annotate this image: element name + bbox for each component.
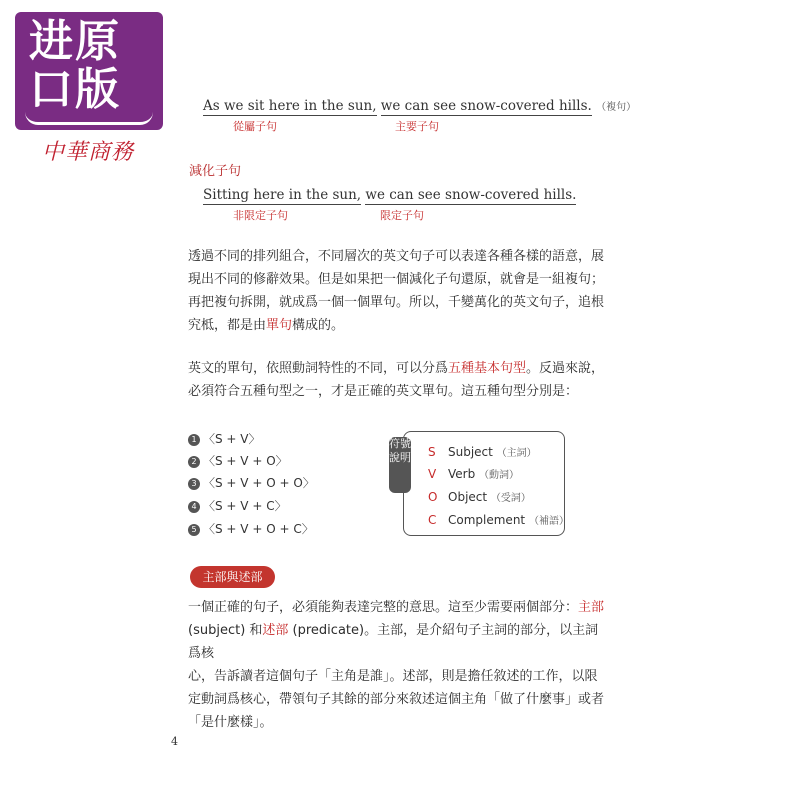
- pattern-item-3: 3 〈S + V + O + O〉: [188, 474, 315, 491]
- paragraph-3-line: 心，告訴讀者這個句子「主角是誰」。述部，則是擔任敘述的工作，以限: [188, 669, 598, 684]
- badge-line-1: 进原: [29, 16, 121, 67]
- paragraph-1: [188, 245, 608, 337]
- example-2-label-1: 非限定子句: [233, 209, 288, 222]
- page-number: 4: [171, 735, 178, 748]
- section-heading-reduced-clause: 減化子句: [189, 164, 242, 179]
- highlight-simple-sentence: 單句: [266, 318, 293, 333]
- number-circle-icon: 4: [188, 501, 200, 513]
- paragraph-3-line: 一個正確的句子，必須能夠表達完整的意思。這至少需要兩個部分：主部: [188, 600, 605, 615]
- paragraph-3-line: (subject) 和述部 (predicate)。主部，是介紹句子主詞的部分，以主詞爲核: [188, 623, 599, 661]
- highlight-five-patterns: 五種基本句型: [448, 361, 527, 376]
- section-heading-subject-predicate: 主部與述部: [190, 566, 275, 588]
- number-circle-icon: 3: [188, 478, 200, 490]
- number-circle-icon: 1: [188, 434, 200, 446]
- badge-line-2: 口版: [29, 64, 121, 115]
- example-2-sentence: [203, 187, 576, 203]
- highlight-subject: 主部: [578, 600, 605, 615]
- example-1-clause-1: As we sit here in the sun,: [203, 98, 377, 114]
- paragraph-3-line: 「是什麼樣」。: [188, 715, 273, 730]
- example-1-label-1: 從屬子句: [233, 120, 277, 133]
- paragraph-1-line: 究柢，都是由單句構成的。: [188, 318, 345, 333]
- paragraph-3: [188, 596, 608, 734]
- pattern-item-5: 5 〈S + V + O + C〉: [188, 520, 314, 537]
- publisher-logo: 中華商務: [42, 140, 135, 165]
- legend-row-verb: V Verb （動詞）: [428, 467, 520, 481]
- paragraph-2-line: 必須符合五種句型之一，才是正確的英文單句。這五種句型分別是：: [188, 384, 579, 399]
- pattern-item-2: 2 〈S + V + O〉: [188, 452, 288, 469]
- highlight-predicate: 述部: [262, 623, 289, 638]
- original-import-badge: [15, 12, 163, 130]
- paragraph-1-line: 再把複句拆開，就成爲一個一個單句。所以，千變萬化的英文句子，追根: [188, 295, 605, 310]
- example-2-clause-1: Sitting here in the sun,: [203, 187, 362, 203]
- example-1-clause-2: we can see snow-covered hills.: [380, 98, 592, 114]
- example-2-clause-2: we can see snow-covered hills.: [365, 187, 577, 203]
- number-circle-icon: 2: [188, 456, 200, 468]
- paragraph-3-line: 定動詞爲核心，帶領句子其餘的部分來敘述這個主角「做了什麼事」或者: [188, 692, 605, 707]
- paragraph-1-line: 透過不同的排列組合，不同層次的英文句子可以表達各種各樣的語意，展: [188, 249, 605, 264]
- number-circle-icon: 5: [188, 524, 200, 536]
- pattern-item-1: 1 〈S + V〉: [188, 430, 261, 447]
- example-1-label-2: 主要子句: [395, 120, 439, 133]
- legend-row-subject: S Subject （主詞）: [428, 445, 537, 459]
- symbol-legend-tab: 符號說明: [389, 437, 411, 493]
- example-1-sentence: [203, 98, 636, 114]
- legend-row-complement: C Complement （補語）: [428, 513, 569, 527]
- legend-row-object: O Object （受詞）: [428, 490, 531, 504]
- pattern-item-4: 4 〈S + V + C〉: [188, 497, 287, 514]
- example-1-note: （複句）: [596, 102, 637, 113]
- book-icon: [25, 112, 153, 125]
- example-2-label-2: 限定子句: [380, 209, 424, 222]
- paragraph-1-line: 現出不同的修辭效果。但是如果把一個減化子句還原，就會是一組複句；: [188, 272, 605, 287]
- paragraph-2-line: 英文的單句，依照動詞特性的不同，可以分爲五種基本句型。反過來說，: [188, 361, 605, 376]
- paragraph-2: [188, 357, 608, 403]
